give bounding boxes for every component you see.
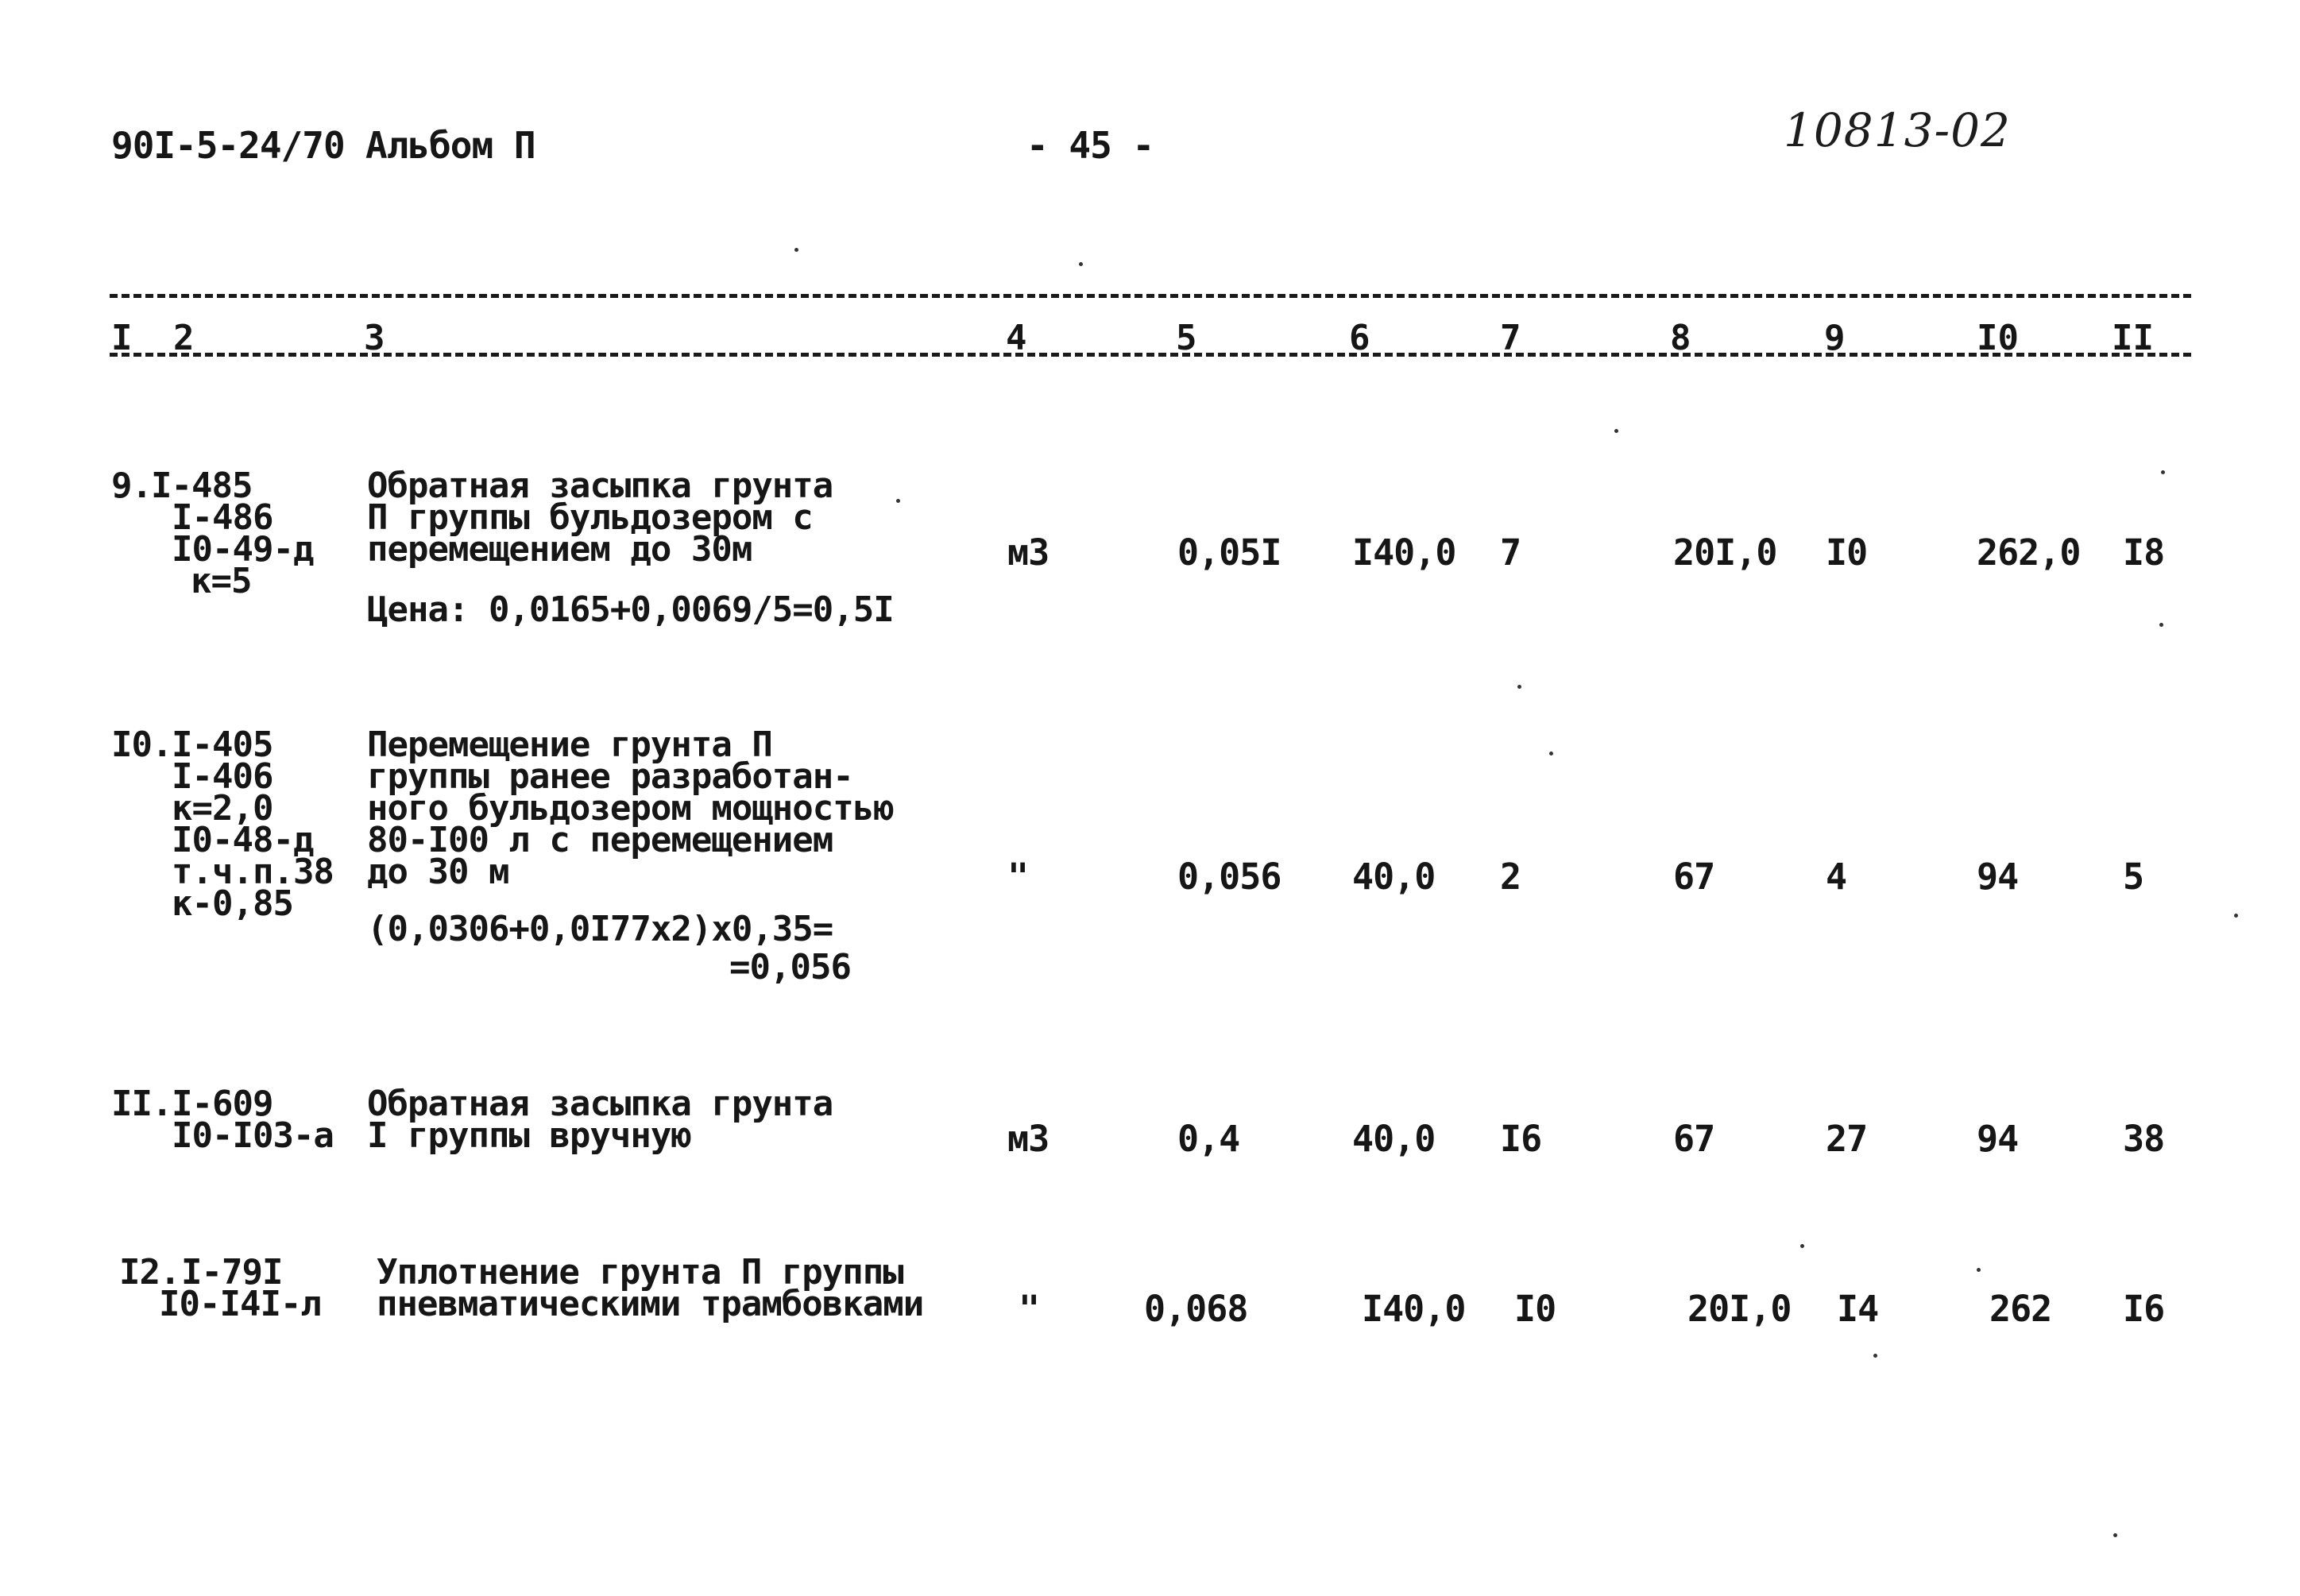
row-number: II. [111, 1084, 172, 1124]
value-cell: 67 [1673, 1118, 1715, 1160]
work-description: ного бульдозером мощностью [367, 788, 894, 829]
value-cell: 7 [1500, 531, 1521, 574]
column-number: 6 [1349, 318, 1370, 358]
value-cell: I40,0 [1362, 1288, 1466, 1330]
value-cell: 67 [1673, 856, 1715, 898]
document-code: 90I-5-24/70 [111, 124, 345, 167]
rate-code: I0-48-д [172, 820, 314, 860]
value-cell: 4 [1826, 856, 1847, 898]
price-formula: (0,0306+0,0I77x2)x0,35= [367, 909, 833, 949]
column-number: 9 [1824, 318, 1846, 358]
work-description: П группы бульдозером с [367, 497, 813, 538]
coefficient: к=2,0 [172, 788, 273, 829]
rate-code: I-405 [172, 725, 273, 765]
work-description: Обратная засыпка грунта [367, 1084, 833, 1124]
value-cell: 20I,0 [1673, 531, 1777, 574]
value-cell: 40,0 [1352, 856, 1436, 898]
column-number: I0 [1977, 318, 2019, 358]
rate-code: I-486 [172, 497, 273, 538]
value-cell: 2 [1500, 856, 1521, 898]
value-cell: 5 [2123, 856, 2144, 898]
column-number: 4 [1006, 318, 1027, 358]
rate-code: т.ч.п.38 [172, 852, 334, 892]
column-header-underline [110, 353, 2191, 357]
handwritten-number: 10813-02 [1784, 103, 2011, 157]
work-description: группы ранее разработан- [367, 756, 853, 797]
unit-cell: " [1007, 856, 1029, 898]
row-number: I0. [111, 725, 172, 765]
rate-code: I-406 [172, 756, 273, 797]
unit-cell: " [1019, 1288, 1040, 1330]
rate-code: I-485 [151, 466, 253, 506]
value-cell: I4 [1837, 1288, 1879, 1330]
coefficient: к-0,85 [172, 883, 293, 924]
value-cell: I40,0 [1352, 531, 1456, 574]
price-formula: Цена: 0,0165+0,0069/5=0,5I [367, 589, 894, 630]
row-number: 9. [111, 466, 152, 506]
work-description: Обратная засыпка грунта [367, 466, 833, 506]
value-cell: 94 [1977, 856, 2019, 898]
column-number: 7 [1500, 318, 1521, 358]
work-description: Перемещение грунта П [367, 725, 772, 765]
value-cell: 0,05I [1177, 531, 1281, 574]
column-number: II [2112, 318, 2154, 358]
price-formula-result: =0,056 [729, 947, 851, 987]
value-cell: I8 [2123, 531, 2165, 574]
column-number: I [111, 318, 133, 358]
value-cell: 94 [1977, 1118, 2019, 1160]
value-cell: 20I,0 [1687, 1288, 1792, 1330]
value-cell: 262,0 [1977, 531, 2081, 574]
value-cell: 0,056 [1177, 856, 1281, 898]
value-cell: I6 [1500, 1118, 1542, 1160]
value-cell: 262 [1989, 1288, 2052, 1330]
work-description: Уплотнение грунта П группы [377, 1252, 903, 1293]
value-cell: I0 [1826, 531, 1868, 574]
column-number: 2 [173, 318, 195, 358]
rate-code: I0-49-д [172, 529, 314, 570]
table-top-rule [110, 294, 2191, 298]
value-cell: I0 [1514, 1288, 1556, 1330]
column-number: 5 [1176, 318, 1197, 358]
page-number: - 45 - [1026, 124, 1154, 167]
rate-code: I-609 [172, 1084, 273, 1124]
rate-code: I-79I [181, 1252, 283, 1293]
row-number: I2. [119, 1252, 180, 1293]
rate-code: I0-I03-а [172, 1115, 334, 1156]
coefficient: к=5 [191, 561, 252, 601]
value-cell: 0,068 [1144, 1288, 1248, 1330]
rate-code: I0-I4I-л [159, 1284, 321, 1324]
unit-cell: м3 [1007, 531, 1049, 574]
work-description: пневматическими трамбовками [377, 1284, 924, 1324]
work-description: 80-I00 л с перемещением [367, 820, 833, 860]
work-description: I группы вручную [367, 1115, 691, 1156]
unit-cell: м3 [1007, 1118, 1049, 1160]
value-cell: I6 [2123, 1288, 2165, 1330]
value-cell: 27 [1826, 1118, 1868, 1160]
value-cell: 40,0 [1352, 1118, 1436, 1160]
column-number: 3 [364, 318, 385, 358]
column-number: 8 [1670, 318, 1691, 358]
work-description: перемещением до 30м [367, 529, 752, 570]
value-cell: 0,4 [1177, 1118, 1240, 1160]
work-description: до 30 м [367, 852, 509, 892]
value-cell: 38 [2123, 1118, 2165, 1160]
album-label: Альбом П [365, 124, 535, 167]
